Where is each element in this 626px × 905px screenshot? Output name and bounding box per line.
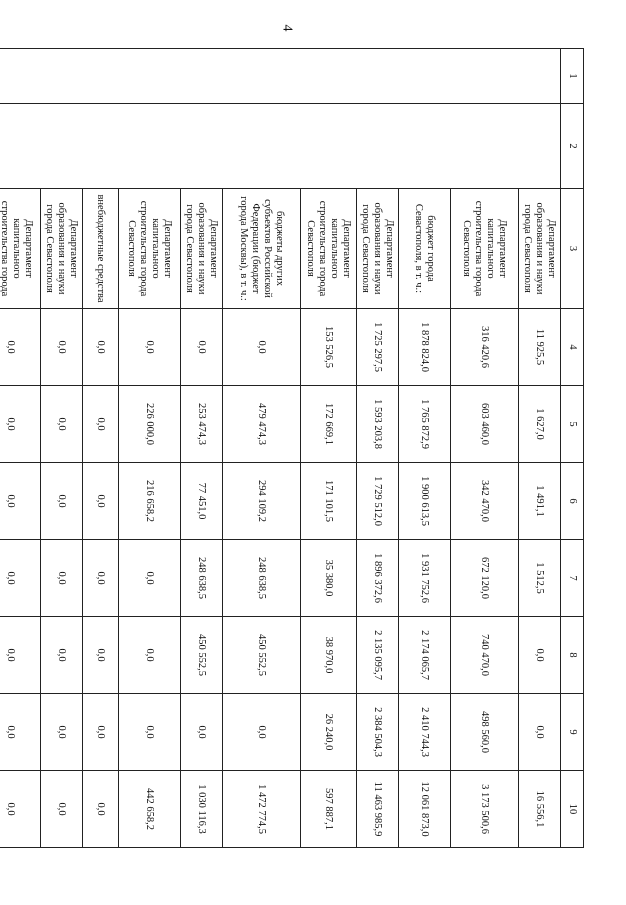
header-cell: 2: [561, 104, 584, 189]
row-label: Департамент образования и науки города Севастополя: [41, 189, 83, 309]
value-cell: 1 491,1: [519, 463, 561, 540]
row-label: Департамент образования и науки города Севастополя: [181, 189, 223, 309]
value-cell: 11 463 985,9: [357, 771, 399, 848]
row-label: бюджет города Севастополя, в т. ч.:: [399, 189, 451, 309]
value-cell: 0,0: [41, 694, 83, 771]
value-cell: 1 878 824,0: [399, 309, 451, 386]
row-label: Департамент капитального строительства города Севастополя: [451, 189, 519, 309]
value-cell: 0,0: [41, 617, 83, 694]
row-label: Департамент капитального строительства города Севастополя: [119, 189, 181, 309]
header-cell: 6: [561, 463, 584, 540]
value-cell: 0,0: [83, 463, 119, 540]
value-cell: 3 173 500,6: [451, 771, 519, 848]
value-cell: 38 970,0: [301, 617, 357, 694]
header-cell: 7: [561, 540, 584, 617]
value-cell: 498 560,0: [451, 694, 519, 771]
value-cell: 0,0: [0, 463, 41, 540]
value-cell: 12 061 873,0: [399, 771, 451, 848]
value-cell: 342 470,0: [451, 463, 519, 540]
value-cell: 1 593 203,8: [357, 386, 399, 463]
header-row: [561, 49, 584, 848]
row-label: Департамент капитального строительства города Севастополя: [301, 189, 357, 309]
value-cell: 248 638,5: [181, 540, 223, 617]
value-cell: 1 627,0: [519, 386, 561, 463]
row-label: Департамент образования и науки города Севастополя: [357, 189, 399, 309]
value-cell: 2 410 744,3: [399, 694, 451, 771]
value-cell: 0,0: [83, 386, 119, 463]
value-cell: 450 552,5: [181, 617, 223, 694]
value-cell: 0,0: [0, 309, 41, 386]
value-cell: 0,0: [0, 771, 41, 848]
value-cell: 442 658,2: [119, 771, 181, 848]
header-cell: 5: [561, 386, 584, 463]
value-cell: 450 552,5: [223, 617, 301, 694]
value-cell: 603 460,0: [451, 386, 519, 463]
value-cell: 0,0: [119, 617, 181, 694]
value-cell: 0,0: [119, 540, 181, 617]
header-cell: 3: [561, 189, 584, 309]
value-cell: 0,0: [519, 617, 561, 694]
value-cell: 0,0: [83, 309, 119, 386]
value-cell: 0,0: [181, 309, 223, 386]
value-cell: 226 000,0: [119, 386, 181, 463]
value-cell: 11 925,5: [519, 309, 561, 386]
row-label: Департамент капитального строительства города: [0, 189, 41, 309]
value-cell: 672 120,0: [451, 540, 519, 617]
value-cell: 0,0: [223, 694, 301, 771]
value-cell: 1 765 872,9: [399, 386, 451, 463]
value-cell: 253 474,3: [181, 386, 223, 463]
value-cell: 479 474,3: [223, 386, 301, 463]
value-cell: 0,0: [41, 540, 83, 617]
header-cell: 10: [561, 771, 584, 848]
value-cell: 740 470,0: [451, 617, 519, 694]
value-cell: 0,0: [0, 694, 41, 771]
value-cell: 2 174 065,7: [399, 617, 451, 694]
value-cell: 2 135 095,7: [357, 617, 399, 694]
value-cell: 0,0: [83, 771, 119, 848]
value-cell: 1 931 752,6: [399, 540, 451, 617]
value-cell: 1 900 613,5: [399, 463, 451, 540]
col1-merged-cell: [0, 49, 561, 104]
value-cell: 0,0: [83, 694, 119, 771]
col2-merged-cell: [0, 104, 561, 189]
value-cell: 77 451,0: [181, 463, 223, 540]
row-label: Департамент образования и науки города Севастополя: [519, 189, 561, 309]
value-cell: 2 384 504,3: [357, 694, 399, 771]
value-cell: 0,0: [41, 386, 83, 463]
value-cell: 1 725 297,5: [357, 309, 399, 386]
value-cell: 0,0: [0, 540, 41, 617]
value-cell: 0,0: [41, 771, 83, 848]
table-row: [519, 49, 561, 848]
row-label: внебюджетные средства: [83, 189, 119, 309]
value-cell: 216 658,2: [119, 463, 181, 540]
value-cell: 1 472 774,5: [223, 771, 301, 848]
value-cell: 16 556,1: [519, 771, 561, 848]
value-cell: 0,0: [119, 694, 181, 771]
value-cell: 0,0: [519, 694, 561, 771]
value-cell: 35 380,0: [301, 540, 357, 617]
header-cell: 1: [561, 49, 584, 104]
value-cell: 248 638,5: [223, 540, 301, 617]
value-cell: 0,0: [41, 309, 83, 386]
header-cell: 4: [561, 309, 584, 386]
value-cell: 1 030 116,3: [181, 771, 223, 848]
value-cell: 597 887,1: [301, 771, 357, 848]
value-cell: 0,0: [0, 617, 41, 694]
value-cell: 0,0: [83, 540, 119, 617]
value-cell: 153 526,5: [301, 309, 357, 386]
header-cell: 8: [561, 617, 584, 694]
page-number: 4: [279, 24, 295, 32]
budget-table: [0, 48, 584, 848]
value-cell: 316 420,6: [451, 309, 519, 386]
value-cell: 172 669,1: [301, 386, 357, 463]
value-cell: 0,0: [181, 694, 223, 771]
header-cell: 9: [561, 694, 584, 771]
row-label: бюджеты других субъектов Российской Федерации (бюджет города Москвы), в т. ч.:: [223, 189, 301, 309]
rotated-table-container: [0, 48, 584, 847]
value-cell: 0,0: [41, 463, 83, 540]
value-cell: 0,0: [83, 617, 119, 694]
value-cell: 1 512,5: [519, 540, 561, 617]
value-cell: 0,0: [119, 309, 181, 386]
value-cell: 26 240,0: [301, 694, 357, 771]
value-cell: 1 729 512,0: [357, 463, 399, 540]
value-cell: 0,0: [223, 309, 301, 386]
value-cell: 0,0: [0, 386, 41, 463]
value-cell: 1 896 372,6: [357, 540, 399, 617]
value-cell: 171 101,5: [301, 463, 357, 540]
value-cell: 294 109,2: [223, 463, 301, 540]
